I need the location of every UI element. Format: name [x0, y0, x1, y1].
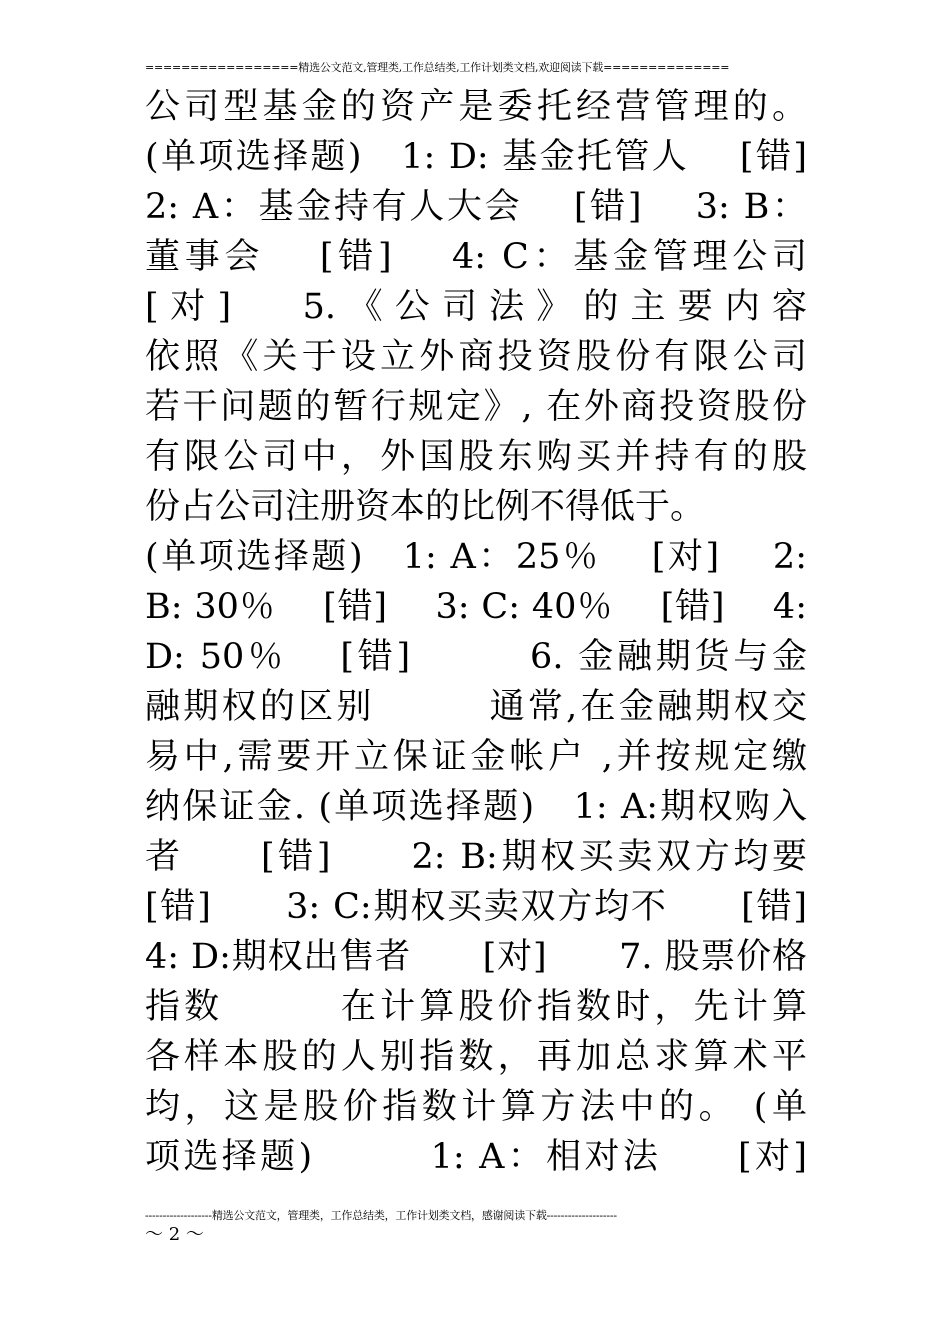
- body-line: 项选择题) 1: A：相对法 [对]: [145, 1137, 807, 1177]
- body-line: 易中,需要开立保证金帐户 ,并按规定缴: [145, 737, 807, 777]
- body-line: 纳保证金. (单项选择题) 1: A:期权购入: [145, 787, 807, 827]
- body-line: 指数 在计算股价指数时，先计算: [145, 987, 807, 1027]
- body-line: (单项选择题) 1: A：25％ [对] 2:: [145, 537, 807, 577]
- body-line: 2: A：基金持有人大会 [错] 3: B：: [145, 187, 807, 227]
- body-line: 董事会 [错] 4: C：基金管理公司: [145, 237, 807, 277]
- body-line: 者 [错] 2: B:期权买卖双方均要: [145, 837, 807, 877]
- body-line: (单项选择题) 1: D: 基金托管人 [错]: [145, 137, 807, 177]
- body-line: 依照《关于设立外商投资股份有限公司: [145, 337, 807, 377]
- body-line: 融期权的区别 通常,在金融期权交: [145, 687, 807, 727]
- body-line: 公司型基金的资产是委托经营管理的。: [145, 87, 807, 127]
- body-line: [错] 3: C:期权买卖双方均不 [错]: [145, 887, 807, 927]
- body-line: 份占公司注册资本的比例不得低于。: [145, 487, 706, 527]
- body-line: B: 30％ [错] 3: C: 40％ [错] 4:: [145, 587, 807, 627]
- body-line: 均，这是股价指数计算方法中的。 (单: [145, 1087, 807, 1127]
- body-line: [ 对 ] 5. 《 公 司 法 》 的 主 要 内 容: [145, 287, 807, 327]
- document-body: [145, 82, 807, 1182]
- body-line: 有限公司中，外国股东购买并持有的股: [145, 437, 807, 477]
- page-footer: -------------------精选公文范文，管理类，工作总结类，工作计划类文档，感谢阅读下载--------------------: [145, 1209, 617, 1222]
- body-line: D: 50％ [错] 6. 金融期货与金: [145, 637, 807, 677]
- page-number: ～ 2 ～: [145, 1224, 204, 1245]
- body-line: 4: D:期权出售者 [对] 7. 股票价格: [145, 937, 807, 977]
- page-header: =================精选公文范文,管理类,工作总结类,工作计划类文档,欢迎阅读下载==============: [145, 61, 730, 74]
- body-line: 若干问题的暂行规定》, 在外商投资股份: [145, 387, 807, 427]
- body-line: 各样本股的人别指数，再加总求算术平: [145, 1037, 807, 1077]
